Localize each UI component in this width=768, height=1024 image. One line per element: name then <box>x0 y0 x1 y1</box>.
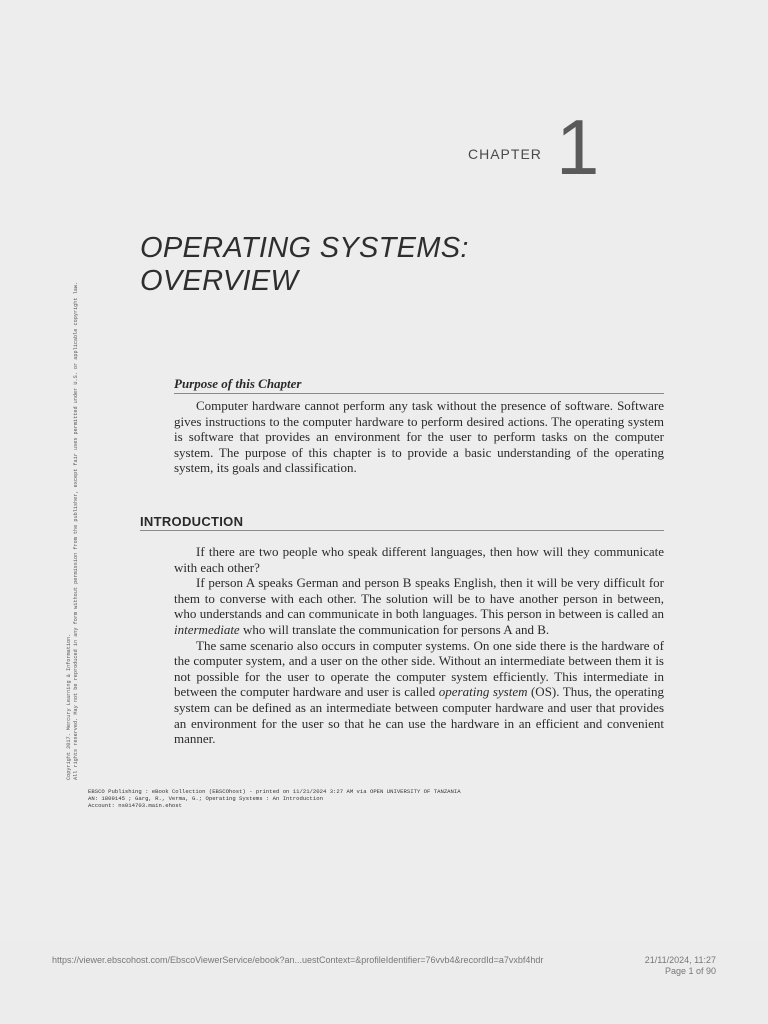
print-date-page <box>645 955 716 977</box>
intro-paragraph-3: The same scenario also occurs in computer systems. On one side there is the hardware of the computer system, and a user on the other side. Without an intermediate between them it is not possible for the user to operate the computer system efficiently. This intermediate in between the computer hardware and user is called operating system (OS). Thus, the operating system can be defined as an intermediate between computer hardware and user that provides an environment for the user so that he can use the hardware in an efficient and convenient manner. <box>174 637 664 747</box>
print-datetime: 21/11/2024, 11:27 <box>644 955 716 965</box>
chapter-title-line-2: OVERVIEW <box>140 265 299 297</box>
purpose-heading: Purpose of this Chapter <box>174 376 664 394</box>
introduction-text <box>174 544 664 747</box>
intro-paragraph-2: If person A speaks German and person B speaks English, then it will be very difficult for them to converse with each other. The solution will be to have another person in between, who understands and can communicate in both languages. This person in between is called an intermediate who will translate the communication for persons A and B. <box>174 575 664 637</box>
intro-paragraph-1: If there are two people who speak different languages, then how will they communicate with each other? <box>174 544 664 575</box>
chapter-title <box>140 232 469 298</box>
side-copyright-notice: Copyright 2017. Mercury Learning & Information. All rights reserved. May not be reproduced in any form without permission from the publisher, except fair uses permitted under U.S. or applicable copyright law. <box>66 281 79 780</box>
chapter-title-line-1: OPERATING SYSTEMS: <box>140 232 469 264</box>
introduction-heading: INTRODUCTION <box>140 514 664 531</box>
purpose-text: Computer hardware cannot perform any task without the presence of software. Software gives instructions to the computer hardware to perform desired actions. The operating system is software that provides an environment for the user to perform tasks on the computer system. The purpose of this chapter is to provide a basic understanding of the operating system, its goals and classification. <box>174 398 664 476</box>
chapter-label: CHAPTER <box>468 146 542 162</box>
page-counter: Page 1 of 90 <box>664 966 716 976</box>
ebsco-footer: EBSCO Publishing : eBook Collection (EBSCOhost) - printed on 11/21/2024 3:27 AM via OPEN UNIVERSITY OF TANZANIA AN: 1809145 ; Garg, R., Verma, G.; Operating Systems : An Introduction Account: ns014703.main.ehost <box>88 788 461 809</box>
chapter-number: 1 <box>556 103 600 191</box>
print-url: https://viewer.ebscohost.com/EbscoViewerService/ebook?an...uestContext=&profileIdentifier=76vvb4&recordId=a7vxbf4hdr <box>52 955 544 965</box>
